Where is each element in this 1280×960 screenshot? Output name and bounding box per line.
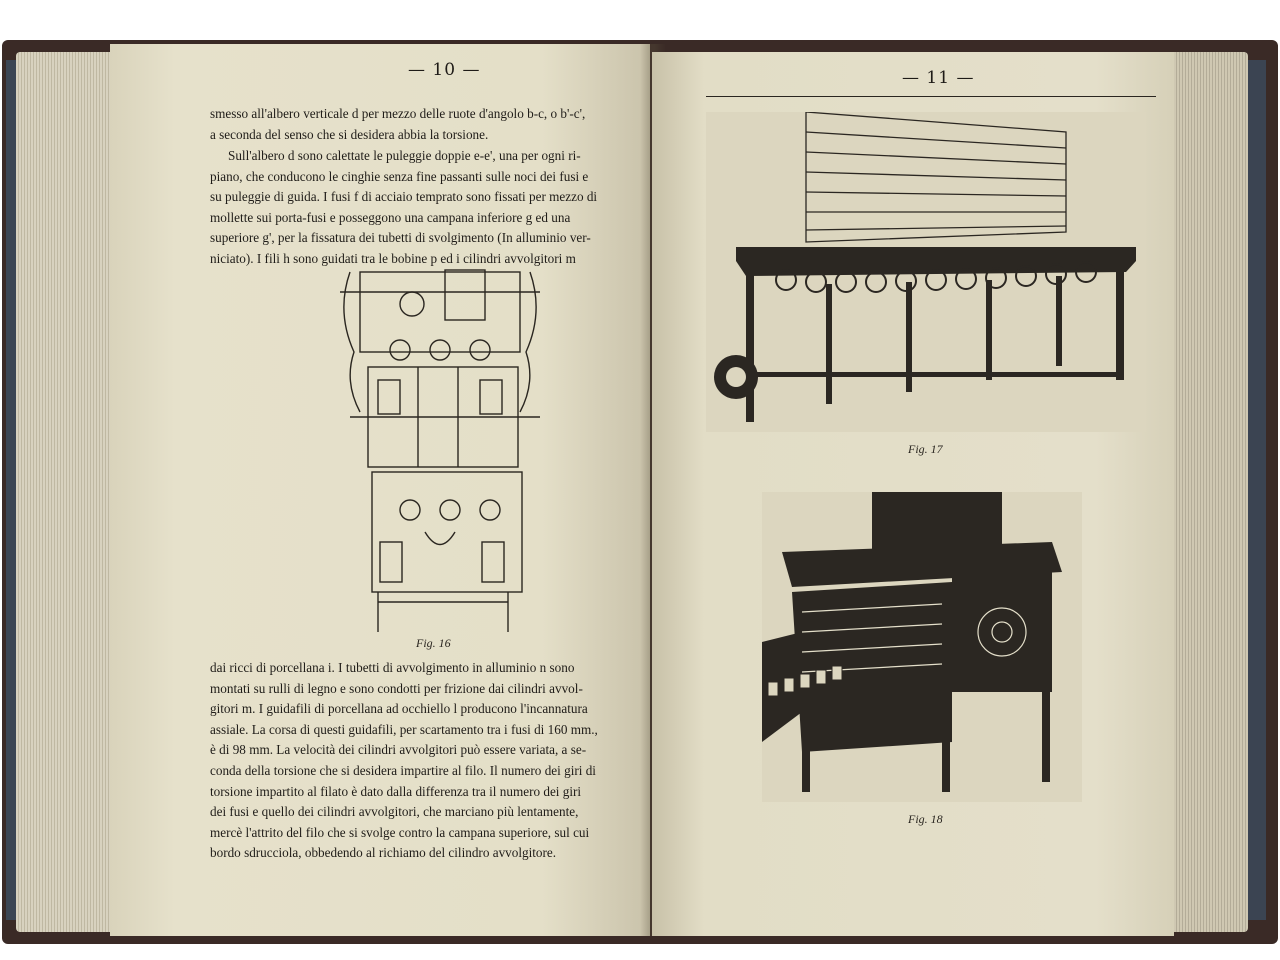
text-line: bordo sdrucciola, obbedendo al richiamo del cilindro avvolgitore. xyxy=(210,845,557,861)
text-line: niciato). I fili h sono guidati tra le bobine p ed i cilindri avvolgitori m xyxy=(210,250,576,266)
text-line: piano, che conducono le cinghie senza fine passanti sulle noci dei fusi e xyxy=(210,168,589,184)
figure-17-illustration xyxy=(706,112,1146,432)
text-line: superiore g', per la fissatura dei tubetti di svolgimento (In alluminio ver- xyxy=(210,230,591,246)
text-line: è di 98 mm. La velocità dei cilindri avvolgitori può essere variata, a se- xyxy=(210,742,587,758)
header-rule xyxy=(706,96,1156,97)
paragraph-1 xyxy=(210,104,650,145)
text-line: montati su rulli di legno e sono condotti per frizione dai cilindri avvol- xyxy=(210,680,583,696)
figure-16-diagram xyxy=(330,252,550,632)
text-line: smesso all'albero verticale d per mezzo delle ruote d'angolo b-c, o b'-c', xyxy=(210,106,586,121)
text-line: mollette sui porta-fusi e posseggono una campana inferiore g ed una xyxy=(210,209,571,225)
left-page xyxy=(110,44,650,936)
text-line: mercè l'attrito del filo che si svolge contro la campana superiore, sul cui xyxy=(210,824,590,840)
text-line: a seconda del senso che si desidera abbia la torsione. xyxy=(210,126,489,142)
figure-18-caption: Fig. 18 xyxy=(908,812,943,826)
paragraph-3 xyxy=(210,658,650,864)
text-line: dai ricci di porcellana i. I tubetti di avvolgimento in alluminio n sono xyxy=(210,660,575,675)
figure-18-illustration xyxy=(762,492,1082,802)
text-line: su puleggie di guida. I fusi f di acciaio temprato sono fissati per mezzo di xyxy=(210,189,598,205)
figure-16-caption: Fig. 16 xyxy=(416,636,451,650)
text-line: assiale. La corsa di questi guidafili, per scartamento tra i fusi di 160 mm., xyxy=(210,721,598,737)
text-line: gitori m. I guidafili di porcellana ad occhiello l producono l'incannatura xyxy=(210,701,588,717)
right-page xyxy=(652,52,1174,936)
page-number-left: — 10 — xyxy=(408,60,481,80)
text-line: dei fusi e quello dei cilindri avvolgitori, che marciano più lentamente, xyxy=(210,804,579,820)
page-number-right: — 11 — xyxy=(902,68,975,88)
text-line: torsione impartito al filato è dato dalla differenza tra il numero dei giri xyxy=(210,783,582,799)
text-line: Sull'albero d sono calettate le puleggie doppie e-e', una per ogni ri- xyxy=(228,148,581,163)
text-line: conda della torsione che si desidera impartire al filo. Il numero dei giri di xyxy=(210,762,596,778)
figure-17-caption: Fig. 17 xyxy=(908,442,943,456)
